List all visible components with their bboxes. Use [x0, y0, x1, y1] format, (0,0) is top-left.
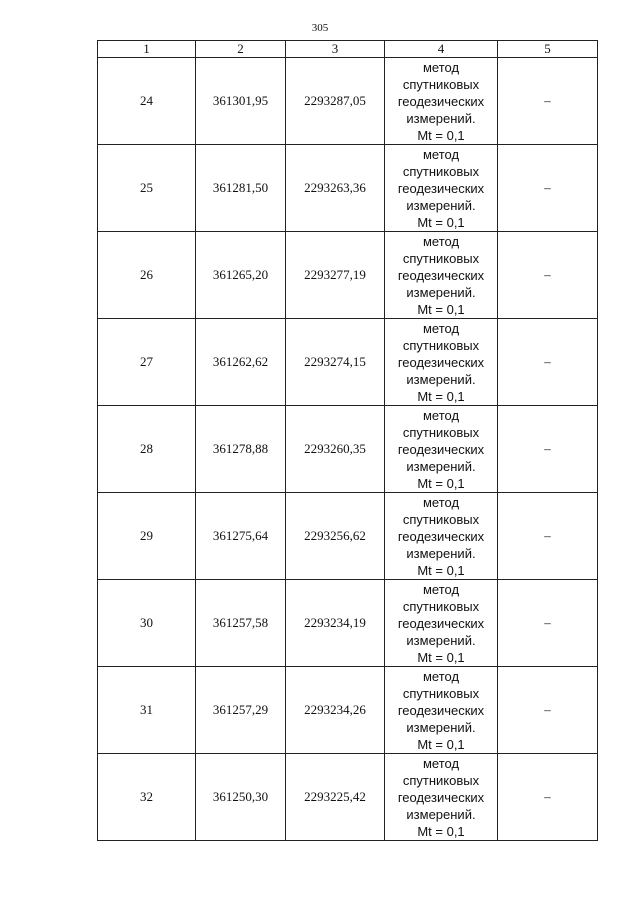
method-cell	[385, 667, 498, 754]
method-line: измерений.	[406, 458, 476, 474]
method-line: метод	[422, 755, 460, 771]
method-line: Mt = 0,1	[417, 127, 465, 143]
y-coordinate-cell: 2293277,19	[286, 232, 385, 319]
y-coordinate-cell: 2293225,42	[286, 754, 385, 841]
method-line: Mt = 0,1	[417, 475, 465, 491]
method-line: спутниковых	[402, 511, 480, 527]
table-row	[98, 58, 598, 145]
method-line: геодезических	[397, 267, 485, 283]
method-line: геодезических	[397, 441, 485, 457]
method-line: метод	[422, 494, 460, 510]
x-coordinate-cell: 361265,20	[196, 232, 286, 319]
x-coordinate-cell: 361281,50	[196, 145, 286, 232]
table-row	[98, 754, 598, 841]
method-cell	[385, 580, 498, 667]
method-line: измерений.	[406, 545, 476, 561]
note-cell: –	[498, 493, 598, 580]
method-line: геодезических	[397, 528, 485, 544]
method-line: метод	[422, 146, 460, 162]
method-line: измерений.	[406, 719, 476, 735]
note-cell: –	[498, 406, 598, 493]
point-number-cell: 27	[98, 319, 196, 406]
method-line: Mt = 0,1	[417, 214, 465, 230]
point-number-cell: 24	[98, 58, 196, 145]
method-line: метод	[422, 320, 460, 336]
column-header: 4	[385, 41, 498, 58]
note-cell: –	[498, 667, 598, 754]
coordinates-table	[97, 40, 598, 841]
y-coordinate-cell: 2293260,35	[286, 406, 385, 493]
method-line: спутниковых	[402, 337, 480, 353]
x-coordinate-cell: 361257,58	[196, 580, 286, 667]
y-coordinate-cell: 2293287,05	[286, 58, 385, 145]
method-line: спутниковых	[402, 685, 480, 701]
method-line: метод	[422, 407, 460, 423]
method-cell	[385, 319, 498, 406]
x-coordinate-cell: 361278,88	[196, 406, 286, 493]
method-cell	[385, 754, 498, 841]
table-row	[98, 493, 598, 580]
method-cell	[385, 406, 498, 493]
method-line: измерений.	[406, 110, 476, 126]
method-line: геодезических	[397, 702, 485, 718]
method-line: измерений.	[406, 284, 476, 300]
table-row	[98, 145, 598, 232]
column-header: 5	[498, 41, 598, 58]
method-line: спутниковых	[402, 163, 480, 179]
x-coordinate-cell: 361250,30	[196, 754, 286, 841]
note-cell: –	[498, 754, 598, 841]
table-body	[98, 58, 598, 841]
method-line: измерений.	[406, 197, 476, 213]
method-line: спутниковых	[402, 250, 480, 266]
table-row	[98, 406, 598, 493]
y-coordinate-cell: 2293234,19	[286, 580, 385, 667]
y-coordinate-cell: 2293256,62	[286, 493, 385, 580]
method-line: геодезических	[397, 354, 485, 370]
table-row	[98, 232, 598, 319]
method-cell	[385, 58, 498, 145]
note-cell: –	[498, 580, 598, 667]
method-line: Mt = 0,1	[417, 736, 465, 752]
note-cell: –	[498, 319, 598, 406]
point-number-cell: 32	[98, 754, 196, 841]
method-line: геодезических	[397, 789, 485, 805]
method-line: спутниковых	[402, 772, 480, 788]
method-line: геодезических	[397, 615, 485, 631]
method-line: метод	[422, 59, 460, 75]
method-line: метод	[422, 581, 460, 597]
method-line: Mt = 0,1	[417, 649, 465, 665]
column-header: 2	[196, 41, 286, 58]
point-number-cell: 26	[98, 232, 196, 319]
method-line: Mt = 0,1	[417, 562, 465, 578]
method-line: Mt = 0,1	[417, 301, 465, 317]
method-line: спутниковых	[402, 598, 480, 614]
method-line: метод	[422, 233, 460, 249]
page-number: 305	[311, 22, 329, 34]
y-coordinate-cell: 2293234,26	[286, 667, 385, 754]
method-line: Mt = 0,1	[417, 823, 465, 839]
x-coordinate-cell: 361275,64	[196, 493, 286, 580]
method-line: геодезических	[397, 93, 485, 109]
table-row	[98, 319, 598, 406]
y-coordinate-cell: 2293274,15	[286, 319, 385, 406]
method-line: метод	[422, 668, 460, 684]
note-cell: –	[498, 145, 598, 232]
method-line: геодезических	[397, 180, 485, 196]
header-row	[98, 41, 598, 58]
method-line: Mt = 0,1	[417, 388, 465, 404]
method-cell	[385, 232, 498, 319]
point-number-cell: 30	[98, 580, 196, 667]
y-coordinate-cell: 2293263,36	[286, 145, 385, 232]
table-row	[98, 580, 598, 667]
x-coordinate-cell: 361301,95	[196, 58, 286, 145]
method-line: измерений.	[406, 806, 476, 822]
point-number-cell: 31	[98, 667, 196, 754]
note-cell: –	[498, 58, 598, 145]
point-number-cell: 29	[98, 493, 196, 580]
method-line: спутниковых	[402, 76, 480, 92]
method-line: спутниковых	[402, 424, 480, 440]
method-cell	[385, 493, 498, 580]
method-cell	[385, 145, 498, 232]
column-header: 3	[286, 41, 385, 58]
x-coordinate-cell: 361257,29	[196, 667, 286, 754]
method-line: измерений.	[406, 632, 476, 648]
point-number-cell: 25	[98, 145, 196, 232]
method-line: измерений.	[406, 371, 476, 387]
column-header: 1	[98, 41, 196, 58]
point-number-cell: 28	[98, 406, 196, 493]
note-cell: –	[498, 232, 598, 319]
x-coordinate-cell: 361262,62	[196, 319, 286, 406]
table-row	[98, 667, 598, 754]
